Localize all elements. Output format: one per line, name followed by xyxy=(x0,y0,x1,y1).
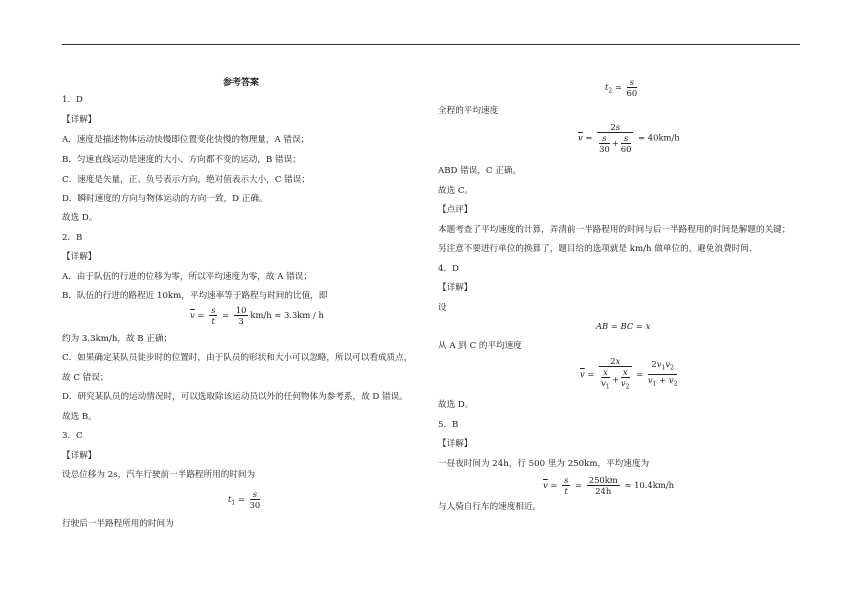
text-line: D．瞬时速度的方向与物体运动的方向一致，D 正确。 xyxy=(62,194,268,204)
answer-1-heading: 1．D xyxy=(62,95,83,105)
equation-average-rate: $\overline{v}$ = $\frac{s}{t}$ = $\frac{10}{3}$ km/h ≈ 3.3km / h xyxy=(190,305,324,326)
text-line: 约为 3.3km/h，故 B 正确； xyxy=(62,334,173,344)
answer-5-heading: 5．B xyxy=(438,420,459,430)
text-line: 故选 D。 xyxy=(62,213,98,223)
text-line: ABD 错误，C 正确。 xyxy=(438,166,522,176)
text-line: A．由于队伍的行进的位移为零，所以平均速度为零，故 A 错误； xyxy=(62,272,312,282)
equation-ab-bc: AB = BC = x xyxy=(596,321,651,331)
text-line: C．速度是矢量，正、负号表示方向，绝对值表示大小，C 错误； xyxy=(62,175,310,185)
answer-4-heading: 4．D xyxy=(438,264,459,274)
text-line: A．速度是描述物体运动快慢即位置变化快慢的物理量，A 错误； xyxy=(62,135,310,145)
detail-tag: 【详解】 xyxy=(438,283,473,293)
text-line: 故选 C。 xyxy=(438,186,474,196)
equation-average-velocity-ac: $\overline{v}$ = 2x $\frac{x}{v_1}$ + $\frac{x}{v_2}$ = $\frac{2v_1v_2}{v_1 + v_2}$ xyxy=(580,356,678,391)
detail-tag: 【详解】 xyxy=(62,451,97,461)
text-line: 另注意不要进行单位的换算了，题目给的选项就是 km/h 做单位的，避免浪费时间. xyxy=(438,244,752,254)
text-line: D．研究某队员的运动情况时，可以选取除该运动员以外的任何物体为参考系，故 D 错误。 xyxy=(62,392,408,402)
comment-tag: 【点评】 xyxy=(438,205,473,215)
header-rule xyxy=(62,44,800,45)
text-line: 全程的平均速度 xyxy=(438,106,499,116)
equation-t2: $t_2$ = $\frac{s}{60}$ xyxy=(605,77,638,98)
detail-tag: 【详解】 xyxy=(438,439,473,449)
answer-2-heading: 2．B xyxy=(62,233,83,243)
detail-tag: 【详解】 xyxy=(62,252,97,262)
text-line: B．匀速直线运动是速度的大小、方向都不变的运动，B 错误； xyxy=(62,155,301,165)
answer-3-heading: 3．C xyxy=(62,431,83,441)
detail-tag: 【详解】 xyxy=(62,115,97,125)
text-line: 设 xyxy=(438,303,447,313)
equation-average-velocity: $\overline{v}$ = 2s $\frac{s}{30}$ + $\frac{s}{60}$ = 40km/h xyxy=(578,122,680,154)
text-line: 从 A 到 C 的平均速度 xyxy=(438,341,522,351)
equation-average-velocity-5: $\overline{v}$ = $\frac{s}{t}$ = $\frac{250km}{24h}$ ≈ 10.4km/h xyxy=(543,475,674,496)
text-line: B．队伍的行进的路程近 10km，平均速率等于路程与时间的比值，即 xyxy=(62,291,328,301)
text-line: 设总位移为 2s，汽车行驶前一半路程所用的时间为 xyxy=(62,470,256,480)
text-line: 故 C 错误； xyxy=(62,373,109,383)
text-line: C．如果确定某队员徒步时的位置时，由于队员的形状和大小可以忽略，所以可以看成质点， xyxy=(62,353,413,363)
text-line: 故选 B。 xyxy=(62,412,97,422)
page-title: 参考答案 xyxy=(223,78,260,88)
equation-t1: $t_1$ = $\frac{s}{30}$ xyxy=(228,489,261,510)
text-line: 行驶后一半路程所用的时间为 xyxy=(62,519,174,529)
text-line: 本题考查了平均速度的计算，弄清前一半路程用的时间与后一半路程用的时间是解题的关键； xyxy=(438,225,791,235)
text-line: 与人骑自行车的速度相近。 xyxy=(438,502,542,512)
text-line: 故选 D。 xyxy=(438,400,474,410)
text-line: 一昼夜时间为 24h，行 500 里为 250km，平均速度为 xyxy=(438,459,650,469)
